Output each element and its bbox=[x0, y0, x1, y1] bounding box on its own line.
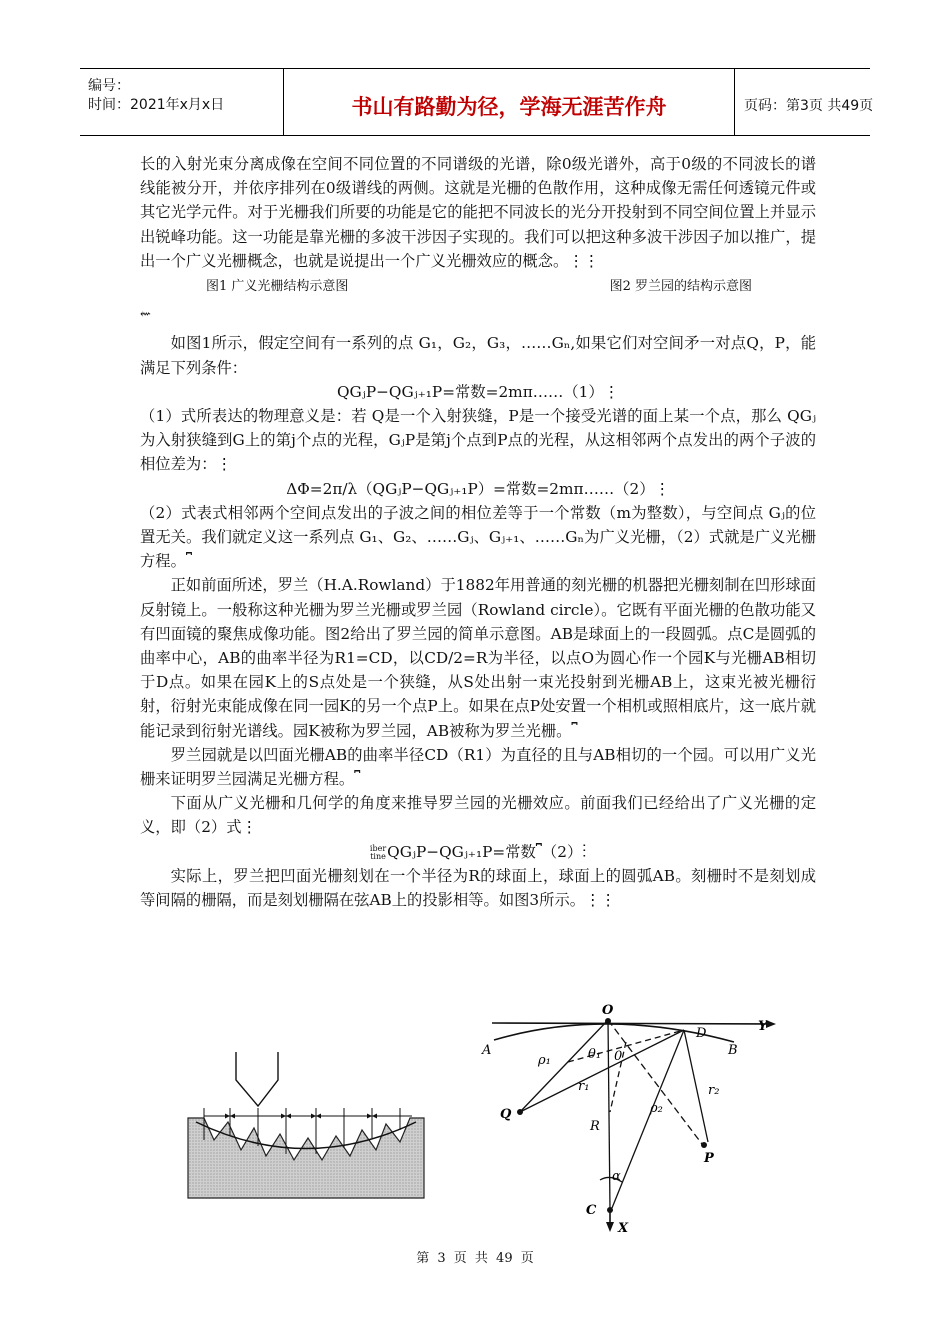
figure-3-rowland-geometry bbox=[472, 1002, 802, 1238]
label-P: P bbox=[704, 1151, 714, 1166]
figure-2-caption: 图2 罗兰园的结构示意图 bbox=[609, 279, 752, 295]
grating-blank bbox=[188, 1118, 424, 1198]
paragraph-3: （1）式所表达的物理意义是：若 Q是一个入射狭缝，P是一个接受光谱的面上某一个点，那么 QGⱼ为入射狭缝到G上的第j个点的光程，GⱼP是第j个点到P点的光程，从这相邻两个点发出的两个子波的相位差为：⋮ bbox=[140, 407, 816, 474]
label-R: R bbox=[590, 1119, 600, 1134]
label-r1: r₁ bbox=[578, 1079, 590, 1094]
label-X: X bbox=[618, 1221, 629, 1236]
label-O: O bbox=[602, 1003, 614, 1018]
label-theta1: θ₁ bbox=[588, 1047, 602, 1062]
point-Q bbox=[517, 1109, 523, 1115]
equation-3-prefix-top: iber bbox=[369, 843, 387, 853]
point-C bbox=[607, 1207, 613, 1213]
label-A: A bbox=[482, 1043, 492, 1058]
point-P bbox=[701, 1142, 707, 1148]
page-header bbox=[80, 68, 874, 136]
figure-captions bbox=[140, 275, 816, 299]
label-Y: Y bbox=[758, 1019, 768, 1034]
paragraph-6: 罗兰园就是以凹面光栅AB的曲率半径CD（R1）为直径的且与AB相切的一个园。可以用广义光栅来证明罗兰园满足光栅方程。⎴ bbox=[140, 745, 816, 789]
equation-2: ΔΦ=2π/λ（QGⱼP−QGⱼ₊₁P）=常数=2mπ……（2）⋮ bbox=[286, 479, 670, 498]
label-C: C bbox=[586, 1203, 597, 1218]
equation-3-line bbox=[140, 840, 816, 864]
header-motto-cell bbox=[283, 69, 735, 135]
header-page-info: 页码：第3页 共49页 bbox=[744, 98, 874, 114]
figure-3-ruling-diagram bbox=[186, 1050, 426, 1200]
header-page-cell bbox=[734, 69, 874, 135]
x-axis-arrow bbox=[606, 1222, 614, 1232]
label-D: D bbox=[696, 1026, 707, 1041]
label-rho1: ρ₁ bbox=[538, 1053, 551, 1068]
equation-3-prefix-bottom: tine bbox=[370, 851, 386, 861]
label-theta0: 0 bbox=[614, 1049, 623, 1064]
label-Q: Q bbox=[500, 1107, 512, 1122]
equation-1: QGⱼP−QGⱼ₊₁P=常数=2mπ……（1）⋮ bbox=[337, 382, 619, 401]
label-B: B bbox=[728, 1043, 738, 1058]
paragraph-7: 下面从广义光栅和几何学的角度来推导罗兰园的光栅效应。前面我们已经给出了广义光栅的定义，即（2）式⋮ bbox=[140, 794, 816, 837]
document-body bbox=[140, 152, 816, 912]
equation-3-prefix bbox=[370, 845, 386, 861]
point-O bbox=[605, 1018, 611, 1024]
figure-1-caption: 图1 广义光栅结构示意图 bbox=[206, 279, 349, 295]
equation-3: QGⱼP−QGⱼ₊₁P=常数⎴（2）⋮ bbox=[387, 842, 587, 861]
paragraph-1: 长的入射光束分离成像在空间不同位置的不同谱级的光谱，除0级光谱外，高于0级的不同波长的谱线能被分开，并依序排列在0级谱线的两侧。这就是光栅的色散作用，这种成像无需任何透镜元件或其它光学元件。对于光栅我们所要的功能是它的能把不同波长的光分开投射到不同空间位置上并显示出锐峰功能。这一功能是靠光栅的多波干涉因子实现的。我们可以把这种多波干涉因子加以推广，提出一个广义光栅概念，也就是说提出一个广义光栅效应的概念。⋮⋮ bbox=[140, 155, 816, 270]
page-footer: 第 3 页 共 49 页 bbox=[416, 1251, 534, 1266]
ruling-tool-icon bbox=[236, 1052, 278, 1106]
y-axis-line bbox=[492, 1023, 772, 1024]
label-alpha: α bbox=[612, 1169, 621, 1184]
label-rho2: ρ₂ bbox=[650, 1101, 663, 1116]
paragraph-5: 正如前面所述，罗兰（H.A.Rowland）于1882年用普通的刻光栅的机器把光栅刻制在凹形球面反射镜上。一般称这种光栅为罗兰光栅或罗兰园（Rowland circle）。它既有平面光栅的色散功能又有凹面镜的聚焦成像功能。图2给出了罗兰园的简单示意图。AB是球面上的一段圆弧。点C是圆弧的曲率中心，AB的曲率半径为R1=CD，以CD/2=R为半径，以点O为圆心作一个园K与光栅AB相切于D点。如果在园K上的S点处是一个狭缝，从S处出射一束光投射到光栅AB上，这束光被光栅衍射，衍射光束能成像在同一园K的另一个点P上。如果在点P处安置一个相机或照相底片，这一底片就能记录到衍射光谱线。园K被称为罗兰园，AB被称为罗兰光栅。⎴ bbox=[140, 576, 816, 740]
y-axis-arrow bbox=[766, 1020, 776, 1028]
paragraph-8: 实际上，罗兰把凹面光栅刻划在一个半径为R的球面上，球面上的圆弧AB。刻栅时不是刻划成等间隔的栅隔，而是刻划栅隔在弦AB上的投影相等。如图3所示。⋮⋮ bbox=[140, 866, 816, 910]
doc-number-label: 编号： bbox=[88, 78, 130, 94]
label-r2: r₂ bbox=[708, 1083, 720, 1098]
anchor-mark: ⇜ bbox=[140, 307, 151, 323]
paragraph-2: 如图1所示，假定空间有一系列的点 G₁，G₂，G₃，……Gₙ,如果它们对空间矛一对点Q，P，能满足下列条件： bbox=[140, 334, 816, 377]
paragraph-4: （2）式表式相邻两个空间点发出的子波之间的相位差等于一个常数（m为整数），与空间点 Gⱼ的位置无关。我们就定义这一系列点 G₁、G₂、……Gⱼ、Gⱼ₊₁、……Gₙ为广义光栅，（2）式就是广义光栅方程。⎴ bbox=[140, 503, 816, 571]
header-motto: 书山有路勤为径，学海无涯苦作舟 bbox=[351, 95, 667, 119]
doc-time-label: 时间：2021年x月x日 bbox=[88, 97, 225, 113]
header-meta-cell bbox=[80, 69, 283, 135]
